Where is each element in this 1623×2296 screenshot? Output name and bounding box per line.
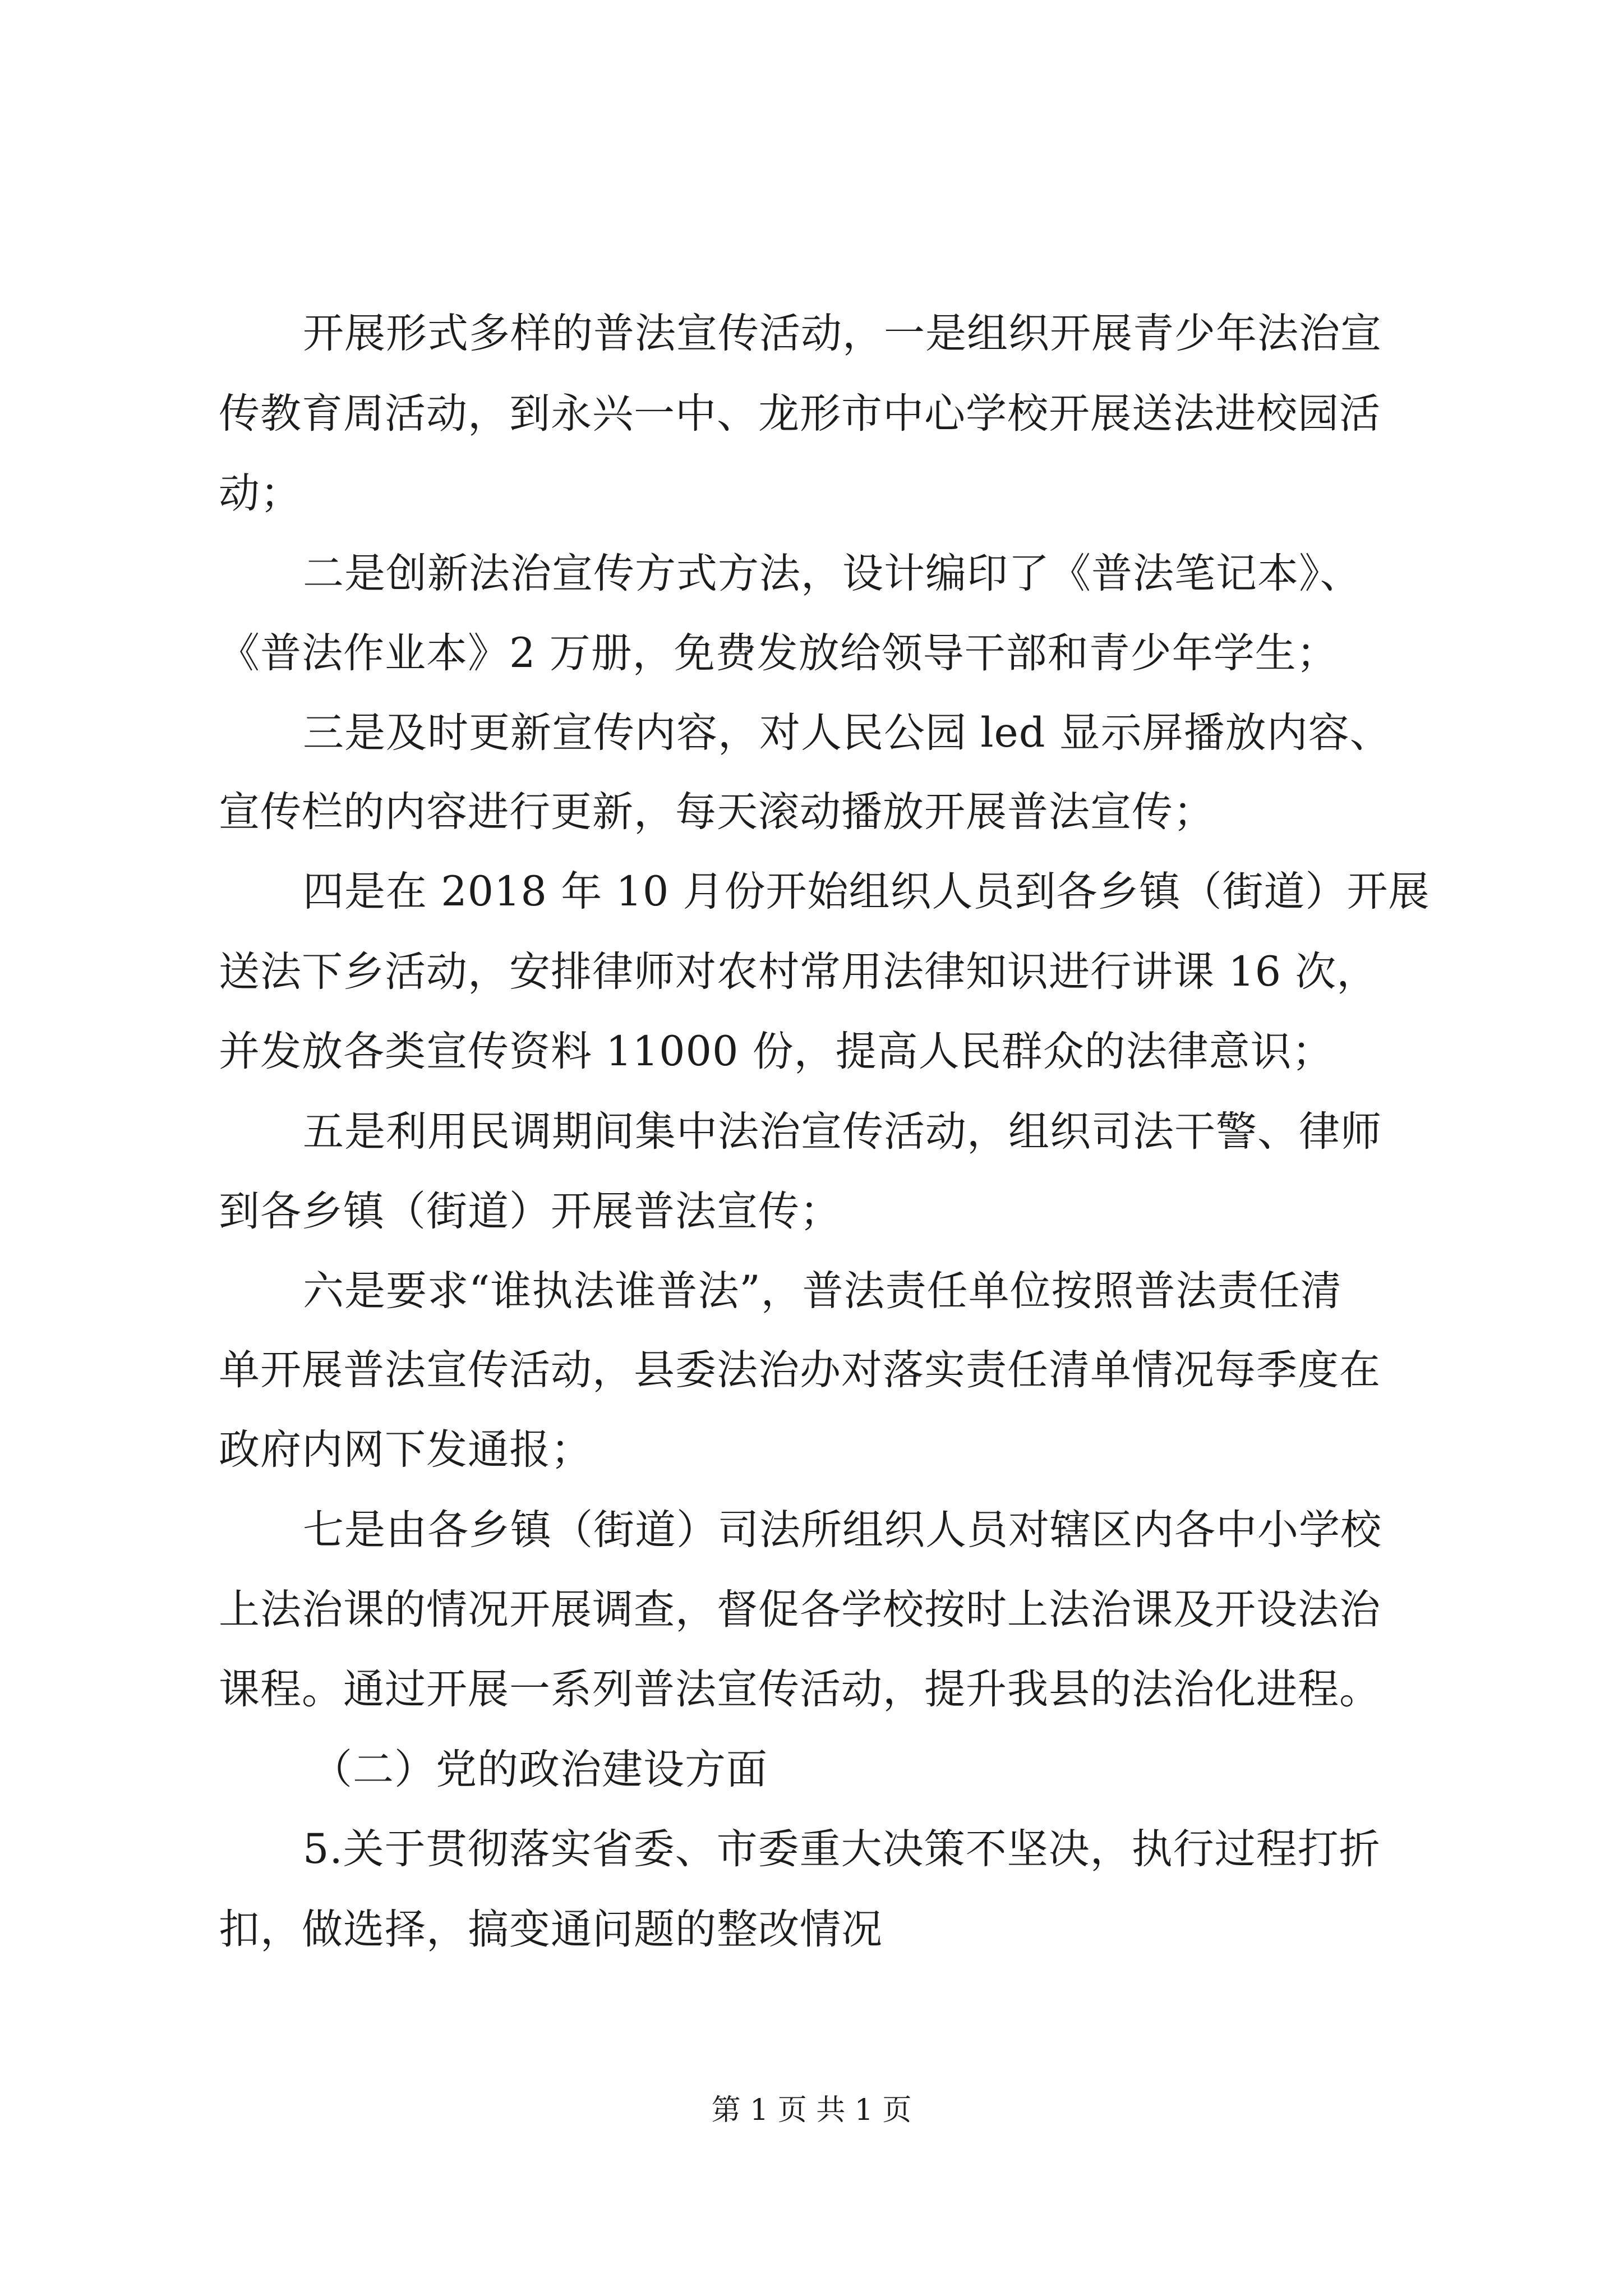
paragraph-line: 开展形式多样的普法宣传活动，一是组织开展青少年法治宣 xyxy=(303,310,1382,357)
paragraph-line: 送法下乡活动，安排律师对农村常用法律知识进行讲课 16 次， xyxy=(219,948,1378,996)
paragraph-line: 五是利用民调期间集中法治宣传活动，组织司法干警、律师 xyxy=(303,1108,1382,1156)
paragraph-line: 扣，做选择，搞变通问题的整改情况 xyxy=(219,1906,883,1953)
paragraph-line: 到各乡镇（街道）开展普法宣传； xyxy=(219,1188,841,1235)
section-heading: （二）党的政治建设方面 xyxy=(311,1746,768,1793)
paragraph-line: 课程。通过开展一系列普法宣传活动，提升我县的法治化进程。 xyxy=(219,1665,1381,1713)
paragraph-line: 三是及时更新宣传内容，对人民公园 led 显示屏播放内容、 xyxy=(303,709,1391,757)
paragraph-line: 政府内网下发通报； xyxy=(219,1426,592,1474)
paragraph-line: 六是要求“谁执法谁普法”，普法责任单位按照普法责任清 xyxy=(303,1267,1342,1315)
paragraph-line: 并发放各类宣传资料 11000 份，提高人民群众的法律意识； xyxy=(219,1028,1334,1075)
paragraph-line: 上法治课的情况开展调查，督促各学校按时上法治课及开设法治 xyxy=(219,1586,1381,1634)
paragraph-line: 七是由各乡镇（街道）司法所组织人员对辖区内各中小学校 xyxy=(303,1506,1382,1554)
paragraph-line: 单开展普法宣传活动，县委法治办对落实责任清单情况每季度在 xyxy=(219,1346,1381,1394)
paragraph-line: 宣传栏的内容进行更新，每天滚动播放开展普法宣传； xyxy=(219,788,1215,836)
paragraph-line: 动； xyxy=(219,470,302,517)
paragraph-line: 《普法作业本》2 万册，免费发放给领导干部和青少年学生； xyxy=(219,629,1338,677)
paragraph-line: 四是在 2018 年 10 月份开始组织人员到各乡镇（街道）开展 xyxy=(303,868,1430,915)
paragraph-line: 传教育周活动，到永兴一中、龙形市中心学校开展送法进校园活 xyxy=(219,390,1381,438)
page-footer: 第 1 页 共 1 页 xyxy=(711,2093,912,2127)
paragraph-line: 二是创新法治宣传方式方法，设计编印了《普法笔记本》、 xyxy=(303,550,1362,597)
paragraph-line: 5.关于贯彻落实省委、市委重大决策不坚决，执行过程打折 xyxy=(303,1825,1381,1873)
